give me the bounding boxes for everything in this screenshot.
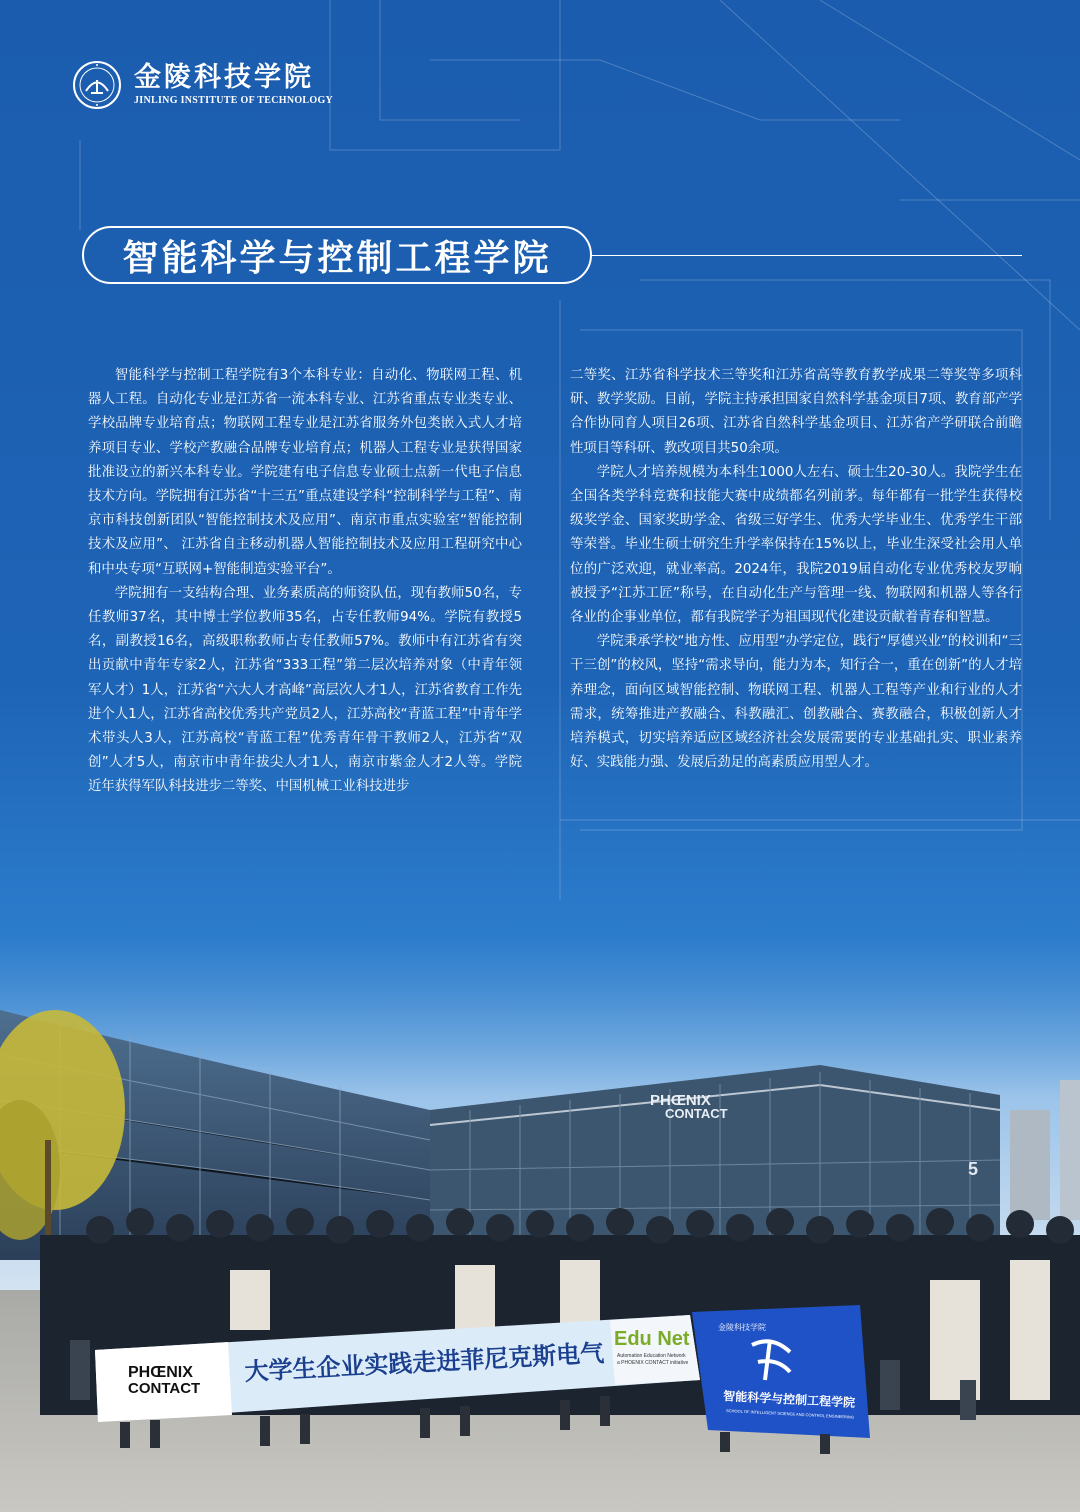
banner-logo-line1: PHŒNIX — [128, 1364, 193, 1381]
school-name-cn: 金陵科技学院 — [134, 62, 314, 93]
flag-subtitle: SCHOOL OF INTELLIGENT SCIENCE AND CONTROL ENGINEERING — [725, 1408, 855, 1420]
banner-logo-line2: CONTACT — [128, 1380, 201, 1397]
body-paragraph: 二等奖、江苏省科学技术三等奖和江苏省高等教育教学成果二等奖等多项科研、教学奖励。目前，学院主持承担国家自然科学基金项目7项、教育部产学合作协同育人项目26项、江苏省自然科学基金项目、江苏省产学研联合前瞻性项目等科研、教改项目共50余项。 — [570, 368, 1022, 456]
body-column-left — [88, 364, 522, 800]
building-sign-line1: PHŒNIX — [650, 1092, 711, 1109]
group-photo — [0, 960, 1080, 1512]
school-name-en: JINLING INSTITUTE OF TECHNOLOGY — [134, 95, 334, 106]
building-number: 5 — [968, 1159, 979, 1179]
edunet-subtitle-1: Automation Education Network — [617, 1353, 686, 1359]
college-flag — [692, 1305, 870, 1438]
flag-header: 金陵科技学院 — [718, 1323, 766, 1332]
building-sign-line2: CONTACT — [665, 1106, 728, 1121]
flag-text: 智能科学与控制工程学院 — [722, 1389, 856, 1410]
body-paragraph: 学院秉承学校“地方性、应用型”办学定位，践行“厚德兴业”的校训和“三干三创”的校风，坚持“需求导向，能力为本，知行合一，重在创新”的人才培养理念，面向区域智能控制、物联网工程、机器人工程等产业和行业的人才需求，统筹推进产教融合、科教融汇、创教融合、赛教融合，积极创新人才培养模式，切实培养适应区域经济社会发展需要的专业基础扎实、职业素养好、实践能力强、发展后劲足的高素质应用型人才。 — [570, 634, 1022, 771]
title-divider — [592, 255, 1022, 256]
edunet-label: Edu Net — [614, 1328, 690, 1350]
school-seal-icon — [72, 60, 122, 110]
edunet-subtitle-2: a PHOENIX CONTACT initiative — [617, 1360, 689, 1366]
body-paragraph: 学院人才培养规模为本科生1000人左右、硕士生20-30人。我院学生在全国各类学科竞赛和技能大赛中成绩都名列前茅。每年都有一批学生获得校级奖学金、国家奖助学金、省级三好学生、优秀大学毕业生、优秀学生干部等荣誉。毕业生硕士研究生升学率保持在15%以上，毕业生深受社会用人单位的广泛欢迎，就业率高。2024年，我院2019届自动化专业优秀校友罗晌被授予“江苏工匠”称号，在自动化生产与管理一线、物联网和机器人等各行各业的企事业单位，都有我院学子为祖国现代化建设贡献着青春和智慧。 — [570, 464, 1022, 626]
page-title: 智能科学与控制工程学院 — [122, 237, 552, 279]
distant-building — [1060, 1080, 1080, 1220]
body-column-right — [570, 364, 1022, 775]
distant-building — [1010, 1110, 1050, 1220]
body-paragraph: 学院拥有一支结构合理、业务素质高的师资队伍，现有教师50名，专任教师37名，其中博士学位教师35名，占专任教师94%。学院有教授5名，副教授16名，高级职称教师占专任教师57%。教师中有江苏省有突出贡献中青年专家2人，江苏省“333工程”第二层次培养对象（中青年领军人才）1人，江苏省“六大人才高峰”高层次人才1人，江苏省教育工作先进个人1人，江苏省高校优秀共产党员2人，江苏高校“青蓝工程”中青年学术带头人3人，江苏高校“青蓝工程”优秀青年骨干教师2人，江苏省“双创”人才5人，南京市中青年拔尖人才1人，南京市紫金人才2人等。学院近年获得军队科技进步二等奖、中国机械工业科技进步 — [88, 585, 522, 795]
banner-text: 大学生企业实践走进菲尼克斯电气 — [243, 1338, 605, 1386]
page-title-frame — [82, 226, 592, 284]
school-logo — [72, 60, 333, 110]
body-paragraph: 智能科学与控制工程学院有3个本科专业：自动化、物联网工程、机器人工程。自动化专业是江苏省一流本科专业、江苏省重点专业类专业、学校品牌专业培育点；物联网工程专业是江苏省服务外包类嵌入式人才培养项目专业、学校产教融合品牌专业培育点；机器人工程专业是获得国家批准设立的新兴本科专业。学院建有电子信息专业硕士点新一代电子信息技术方向。学院拥有江苏省“十三五”重点建设学科“控制科学与工程”、南京市科技创新团队“智能控制技术及应用”、南京市重点实验室“智能控制技术及应用”、 江苏省自主移动机器人智能控制技术及应用工程研究中心和中央专项“互联网+智能制造实验平台”。 — [88, 368, 522, 577]
